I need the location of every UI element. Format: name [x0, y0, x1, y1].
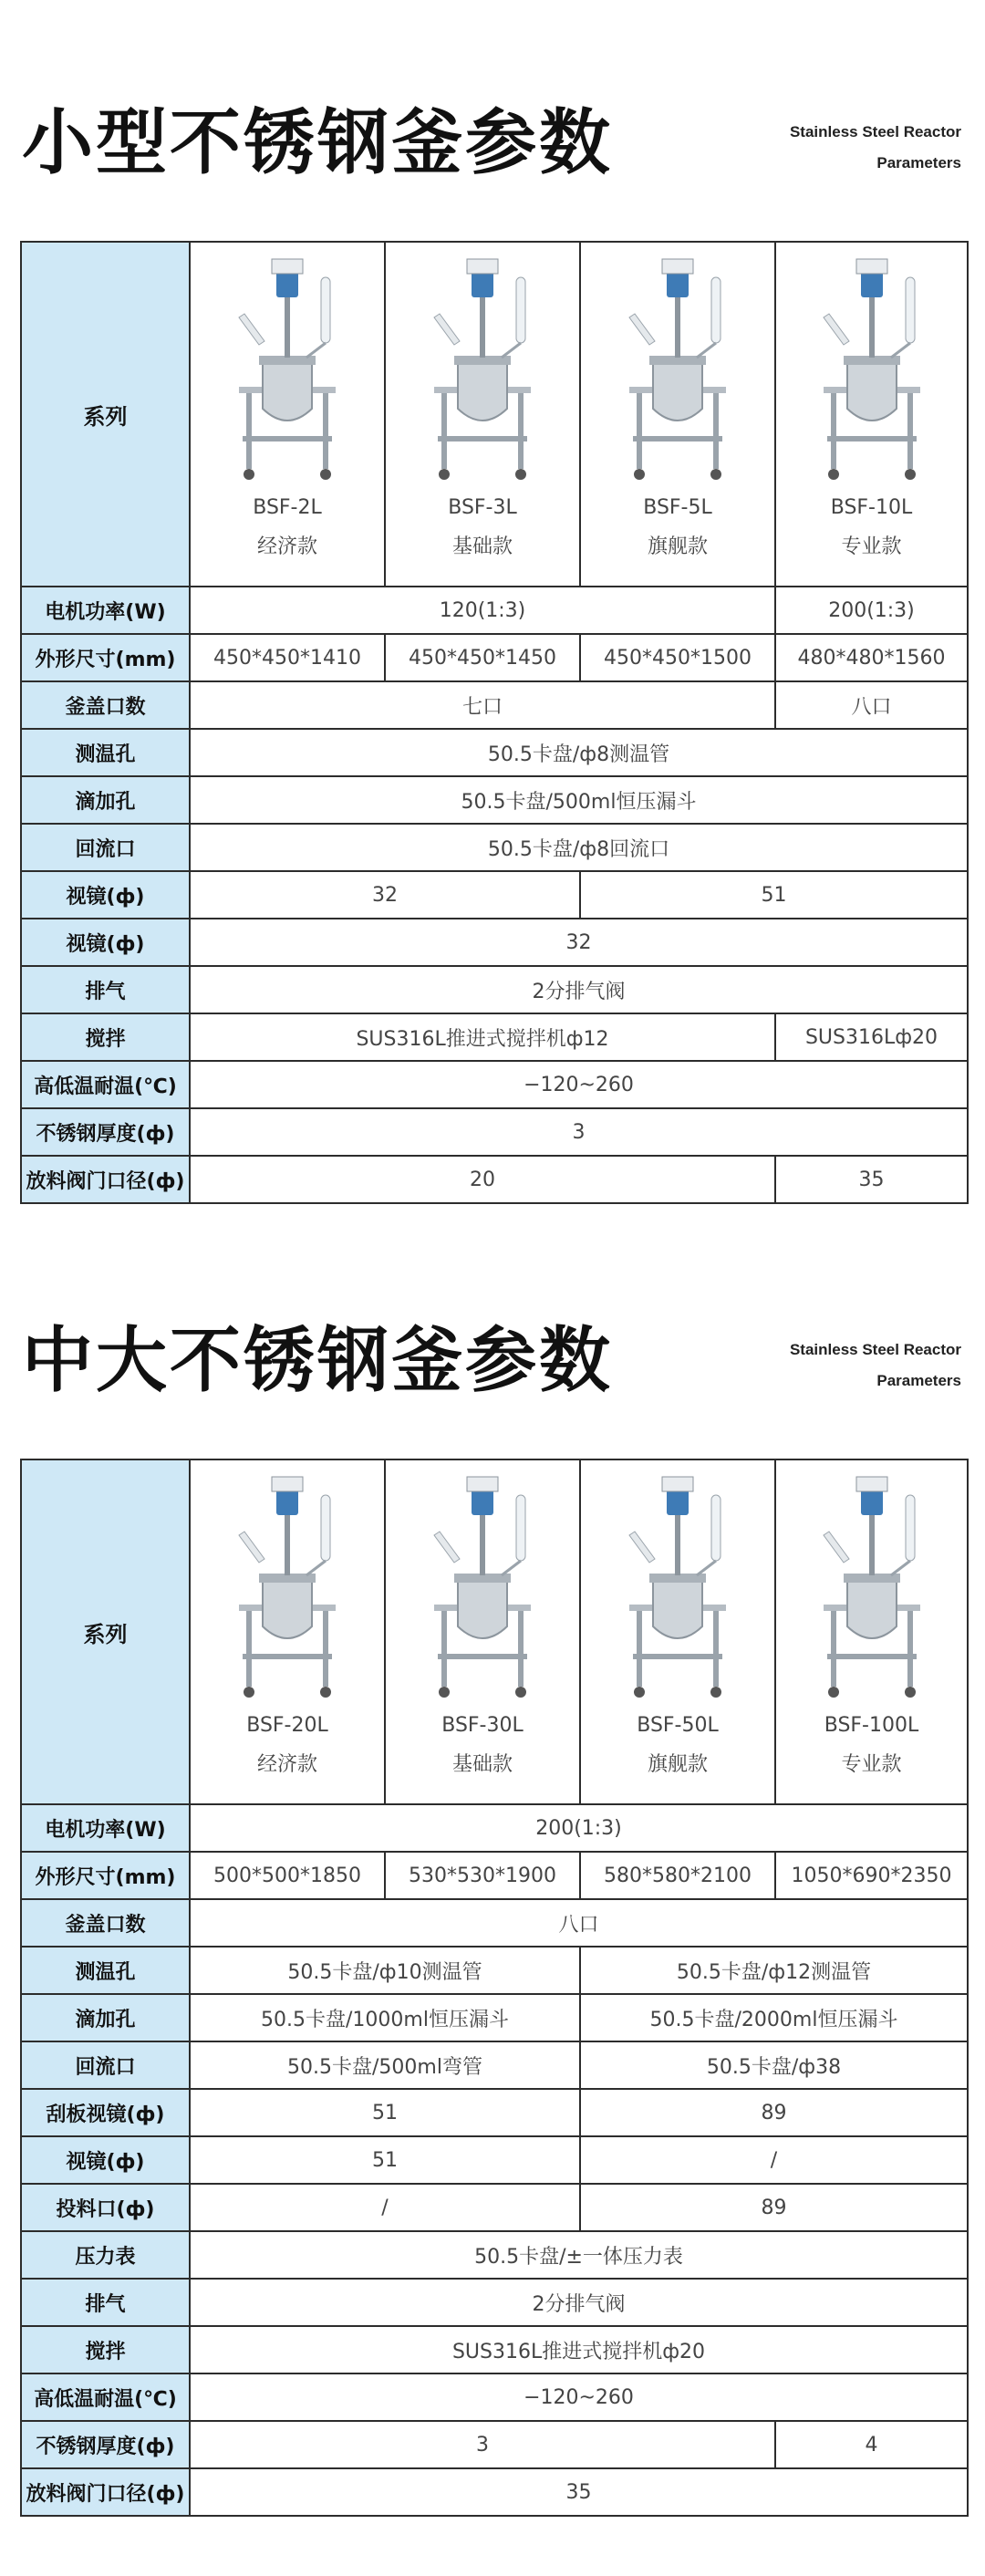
row-value: SUS316L推进式搅拌机ф20	[190, 2326, 968, 2373]
table-row	[21, 2136, 968, 2184]
table-row	[21, 2373, 968, 2421]
table-row	[21, 1852, 968, 1899]
row-value: 八口	[775, 681, 968, 729]
row-value: 89	[580, 2089, 968, 2136]
row-label: 投料口(ф)	[21, 2184, 190, 2231]
product-model: BSF-30L	[441, 1714, 524, 1737]
product-cell	[190, 242, 385, 587]
product-model: BSF-3L	[448, 496, 517, 519]
table-row	[21, 2231, 968, 2279]
spec-table	[20, 241, 969, 1204]
table-row	[21, 1804, 968, 1852]
product-style: 经济款	[256, 1753, 317, 1776]
row-value: 480*480*1560	[775, 634, 968, 681]
subtitle-line-2: Parameters	[876, 1372, 961, 1389]
table-row	[21, 681, 968, 729]
table-row	[21, 729, 968, 776]
row-label: 系列	[21, 242, 190, 587]
reactor-image	[804, 1471, 940, 1705]
product-style: 专业款	[841, 1753, 902, 1776]
subtitle-line-1: Stainless Steel Reactor	[789, 1341, 961, 1358]
table-row	[21, 587, 968, 634]
product-cell	[385, 242, 580, 587]
row-value: 50.5卡盘/2000ml恒压漏斗	[580, 1994, 968, 2041]
row-value: 50.5卡盘/ф38	[580, 2041, 968, 2089]
table-row	[21, 776, 968, 824]
row-value: 50.5卡盘/ф8测温管	[190, 729, 968, 776]
product-cell	[385, 1459, 580, 1804]
table-row	[21, 966, 968, 1013]
table-row	[21, 1108, 968, 1156]
reactor-image	[609, 254, 746, 487]
table-row	[21, 2041, 968, 2089]
row-value: 50.5卡盘/500ml恒压漏斗	[190, 776, 968, 824]
table-row	[21, 1013, 968, 1061]
product-cell	[775, 242, 968, 587]
row-value: 50.5卡盘/500ml弯管	[190, 2041, 580, 2089]
row-label: 排气	[21, 966, 190, 1013]
row-value: 35	[190, 2468, 968, 2516]
row-label: 外形尺寸(mm)	[21, 1852, 190, 1899]
row-value: 八口	[190, 1899, 968, 1947]
row-label: 排气	[21, 2279, 190, 2326]
row-label: 回流口	[21, 824, 190, 871]
row-value: 200(1:3)	[190, 1804, 968, 1852]
row-value: 32	[190, 871, 580, 919]
product-model: BSF-100L	[824, 1714, 919, 1737]
product-cell	[580, 242, 775, 587]
reactor-image	[219, 1471, 356, 1705]
table-row	[21, 1899, 968, 1947]
product-model: BSF-2L	[253, 496, 322, 519]
product-model: BSF-5L	[643, 496, 712, 519]
row-value: 530*530*1900	[385, 1852, 580, 1899]
row-value: 580*580*2100	[580, 1852, 775, 1899]
reactor-image	[414, 254, 551, 487]
row-value: 50.5卡盘/ф8回流口	[190, 824, 968, 871]
row-value: 20	[190, 1156, 775, 1203]
row-value: 120(1:3)	[190, 587, 775, 634]
table-row	[21, 871, 968, 919]
product-style: 旗舰款	[647, 535, 708, 558]
product-model: BSF-50L	[637, 1714, 719, 1737]
table-row	[21, 2089, 968, 2136]
row-label: 搅拌	[21, 1013, 190, 1061]
row-label: 压力表	[21, 2231, 190, 2279]
row-value: /	[190, 2184, 580, 2231]
row-label: 视镜(ф)	[21, 919, 190, 966]
reactor-image	[414, 1471, 551, 1705]
row-value: 89	[580, 2184, 968, 2231]
row-value: SUS316L推进式搅拌机ф12	[190, 1013, 775, 1061]
row-label: 测温孔	[21, 1947, 190, 1994]
row-value: 1050*690*2350	[775, 1852, 968, 1899]
row-label: 回流口	[21, 2041, 190, 2089]
product-style: 经济款	[256, 535, 317, 558]
row-value: 3	[190, 1108, 968, 1156]
table-row	[21, 824, 968, 871]
table-row	[21, 1947, 968, 1994]
table-row	[21, 1156, 968, 1203]
row-label: 放料阀门口径(ф)	[21, 2468, 190, 2516]
table-row	[21, 1994, 968, 2041]
row-value: 32	[190, 919, 968, 966]
row-value: 3	[190, 2421, 775, 2468]
product-cell	[190, 1459, 385, 1804]
row-label: 滴加孔	[21, 1994, 190, 2041]
product-style: 旗舰款	[647, 1753, 708, 1776]
table-row	[21, 2279, 968, 2326]
row-value: 4	[775, 2421, 968, 2468]
row-value: 50.5卡盘/ф12测温管	[580, 1947, 968, 1994]
product-cell	[580, 1459, 775, 1804]
product-style: 专业款	[841, 535, 902, 558]
row-value: 51	[580, 871, 968, 919]
row-value: 50.5卡盘/1000ml恒压漏斗	[190, 1994, 580, 2041]
spec-table	[20, 1459, 969, 2517]
row-value: /	[580, 2136, 968, 2184]
table-row	[21, 2421, 968, 2468]
row-value: 51	[190, 2089, 580, 2136]
row-value: −120~260	[190, 2373, 968, 2421]
row-value: −120~260	[190, 1061, 968, 1108]
row-label: 滴加孔	[21, 776, 190, 824]
row-label: 电机功率(W)	[21, 1804, 190, 1852]
row-value: 50.5卡盘/±一体压力表	[190, 2231, 968, 2279]
product-model: BSF-10L	[830, 496, 913, 519]
row-value: 35	[775, 1156, 968, 1203]
row-label: 电机功率(W)	[21, 587, 190, 634]
row-label: 搅拌	[21, 2326, 190, 2373]
row-label: 放料阀门口径(ф)	[21, 1156, 190, 1203]
row-label: 不锈钢厚度(ф)	[21, 2421, 190, 2468]
row-value: 51	[190, 2136, 580, 2184]
row-value: 2分排气阀	[190, 2279, 968, 2326]
row-label: 视镜(ф)	[21, 871, 190, 919]
product-style: 基础款	[451, 535, 513, 558]
row-label: 不锈钢厚度(ф)	[21, 1108, 190, 1156]
reactor-image	[804, 254, 940, 487]
row-label: 测温孔	[21, 729, 190, 776]
reactor-image	[609, 1471, 746, 1705]
series-row	[21, 242, 968, 587]
row-label: 高低温耐温(℃)	[21, 1061, 190, 1108]
row-label: 刮板视镜(ф)	[21, 2089, 190, 2136]
row-value: 450*450*1450	[385, 634, 580, 681]
table-row	[21, 2184, 968, 2231]
row-label: 系列	[21, 1459, 190, 1804]
table-row	[21, 1061, 968, 1108]
row-label: 外形尺寸(mm)	[21, 634, 190, 681]
reactor-image	[219, 254, 356, 487]
row-value: 450*450*1410	[190, 634, 385, 681]
table-row	[21, 919, 968, 966]
row-label: 釜盖口数	[21, 681, 190, 729]
row-value: SUS316Lф20	[775, 1013, 968, 1061]
row-value: 450*450*1500	[580, 634, 775, 681]
table-row	[21, 634, 968, 681]
row-label: 视镜(ф)	[21, 2136, 190, 2184]
row-value: 500*500*1850	[190, 1852, 385, 1899]
subtitle-line-1: Stainless Steel Reactor	[789, 123, 961, 140]
subtitle-line-2: Parameters	[876, 154, 961, 171]
row-value: 2分排气阀	[190, 966, 968, 1013]
series-row	[21, 1459, 968, 1804]
product-style: 基础款	[451, 1753, 513, 1776]
section-title: 中大不锈钢釜参数	[22, 1320, 614, 1402]
row-value: 200(1:3)	[775, 587, 968, 634]
product-cell	[775, 1459, 968, 1804]
row-label: 高低温耐温(℃)	[21, 2373, 190, 2421]
table-row	[21, 2468, 968, 2516]
table-row	[21, 2326, 968, 2373]
section-title: 小型不锈钢釜参数	[22, 102, 614, 184]
row-value: 50.5卡盘/ф10测温管	[190, 1947, 580, 1994]
row-value: 七口	[190, 681, 775, 729]
section-subtitle	[790, 1335, 961, 1397]
row-label: 釜盖口数	[21, 1899, 190, 1947]
product-model: BSF-20L	[246, 1714, 328, 1737]
section-subtitle	[790, 117, 961, 179]
